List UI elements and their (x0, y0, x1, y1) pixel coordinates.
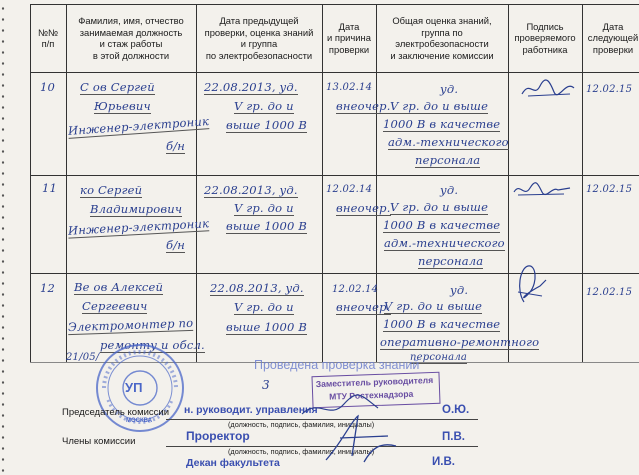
previous-check-date: 22.08.2013, уд. (210, 281, 304, 295)
binding-holes (0, 0, 6, 475)
employee-tenure: б/н (166, 139, 186, 153)
member2-initials: И.В. (432, 456, 455, 468)
employee-patronymic: Владимирович (90, 202, 183, 216)
previous-check-voltage: выше 1000 В (226, 219, 307, 233)
result-staff: персонала (418, 254, 484, 268)
result-role: адм.-технического (388, 135, 509, 149)
chair-sub-label: (должность, подпись, фамилия, инициалы) (228, 420, 375, 429)
employee-name: С ов Сергей (80, 80, 155, 94)
previous-check-date: 22.08.2013, уд. (204, 183, 298, 197)
employee-name: Ве ов Алексей (74, 280, 164, 294)
result-group: V гр. до и выше (390, 99, 489, 113)
previous-check-group: V гр. до и (234, 99, 294, 113)
result-voltage: 1000 В в качестве (383, 117, 501, 131)
employee-patronymic: Юрьевич (94, 99, 151, 113)
employee-position: Электромонтер по (67, 315, 194, 335)
employee-signature (510, 262, 550, 306)
header-result: Общая оценка знаний, группа по электробезопасности и заключение комиссии (390, 15, 494, 61)
employee-note: 21/05/ (66, 352, 100, 363)
check-reason: внеочер. (336, 99, 391, 113)
header-previous-check: Дата предыдущей проверки, оценка знаний и группа по электробезопасности (204, 15, 314, 61)
header-bottom-border (30, 72, 639, 73)
previous-check-voltage: выше 1000 В (226, 118, 307, 132)
employee-patronymic: Сергеевич (82, 299, 148, 313)
commission-signature-2 (318, 412, 402, 468)
header-name: Фамилия, имя, отчество занимаемая должность и стаж работы в этой должности (78, 15, 184, 61)
employee-signature (520, 78, 576, 100)
employee-tenure: ремонту и обсл. (100, 338, 205, 352)
result-staff: персонала (415, 153, 481, 167)
commission-chair-label: Председатель комиссии (62, 407, 170, 418)
commission-members-label: Члены комиссии (62, 436, 136, 447)
result-voltage: 1000 В в качестве (383, 218, 501, 232)
header-signature: Подпись проверяемого работника (514, 20, 576, 55)
check-reason: внеочер. (336, 201, 391, 215)
check-completed-stamp: Проведена проверка знаний (254, 358, 420, 372)
result-role: адм.-технического (384, 236, 505, 250)
result-staff: персонала (410, 352, 468, 363)
vice-rector-stamp: Проректор (186, 429, 250, 443)
header-num: №№ п/п (37, 26, 59, 49)
next-check-date: 12.02.15 (586, 184, 633, 195)
round-seal-city-text: МОСКВА (126, 418, 153, 424)
previous-check-date: 22.08.2013, уд. (204, 80, 298, 94)
result-group: V гр. до и выше (384, 299, 483, 313)
header-date-reason: Дата и причина проверки (327, 20, 371, 55)
result-grade: уд. (450, 283, 469, 297)
head-department-stamp: н. руководит. управления (184, 404, 318, 416)
member-sub-label: (должность, подпись, фамилия, инициалы) (228, 447, 375, 456)
result-group: V гр. до и выше (390, 200, 489, 214)
row-number: 12 (40, 281, 56, 295)
dean-stamp: Декан факультета (186, 457, 280, 469)
next-check-date: 12.02.15 (586, 287, 633, 298)
employee-tenure: б/н (166, 238, 186, 252)
member1-initials: П.В. (442, 431, 465, 443)
employee-position: Инженер-электроник (67, 216, 210, 238)
check-reason: внеочер. (336, 300, 391, 314)
check-date: 12.02.14 (332, 284, 379, 295)
small-number: 3 (262, 378, 270, 392)
employee-name: ко Сергей (80, 183, 143, 197)
round-seal-center-text: УП (125, 380, 143, 395)
deputy-stamp-line1: Заместитель руководителя (315, 375, 434, 390)
previous-check-voltage: выше 1000 В (226, 320, 307, 334)
header-next-check: Дата следующей проверки (587, 20, 639, 55)
result-grade: уд. (440, 183, 459, 197)
row-number: 10 (40, 80, 56, 94)
employee-signature (512, 180, 572, 200)
previous-check-group: V гр. до и (234, 201, 294, 215)
employee-position: Инженер-электроник (67, 114, 210, 138)
check-date: 12.02.14 (326, 184, 373, 195)
previous-check-group: V гр. до и (234, 300, 294, 314)
row-divider-1 (30, 175, 639, 176)
chair-initials: О.Ю. (442, 404, 470, 416)
result-role: оперативно-ремонтного (380, 335, 540, 349)
deputy-stamp-line2: МТУ Ростехнадзора (329, 388, 414, 402)
result-grade: уд. (440, 82, 459, 96)
result-voltage: 1000 В в качестве (383, 317, 501, 331)
check-date: 13.02.14 (326, 82, 373, 93)
row-number: 11 (42, 181, 58, 195)
next-check-date: 12.02.15 (586, 84, 633, 95)
